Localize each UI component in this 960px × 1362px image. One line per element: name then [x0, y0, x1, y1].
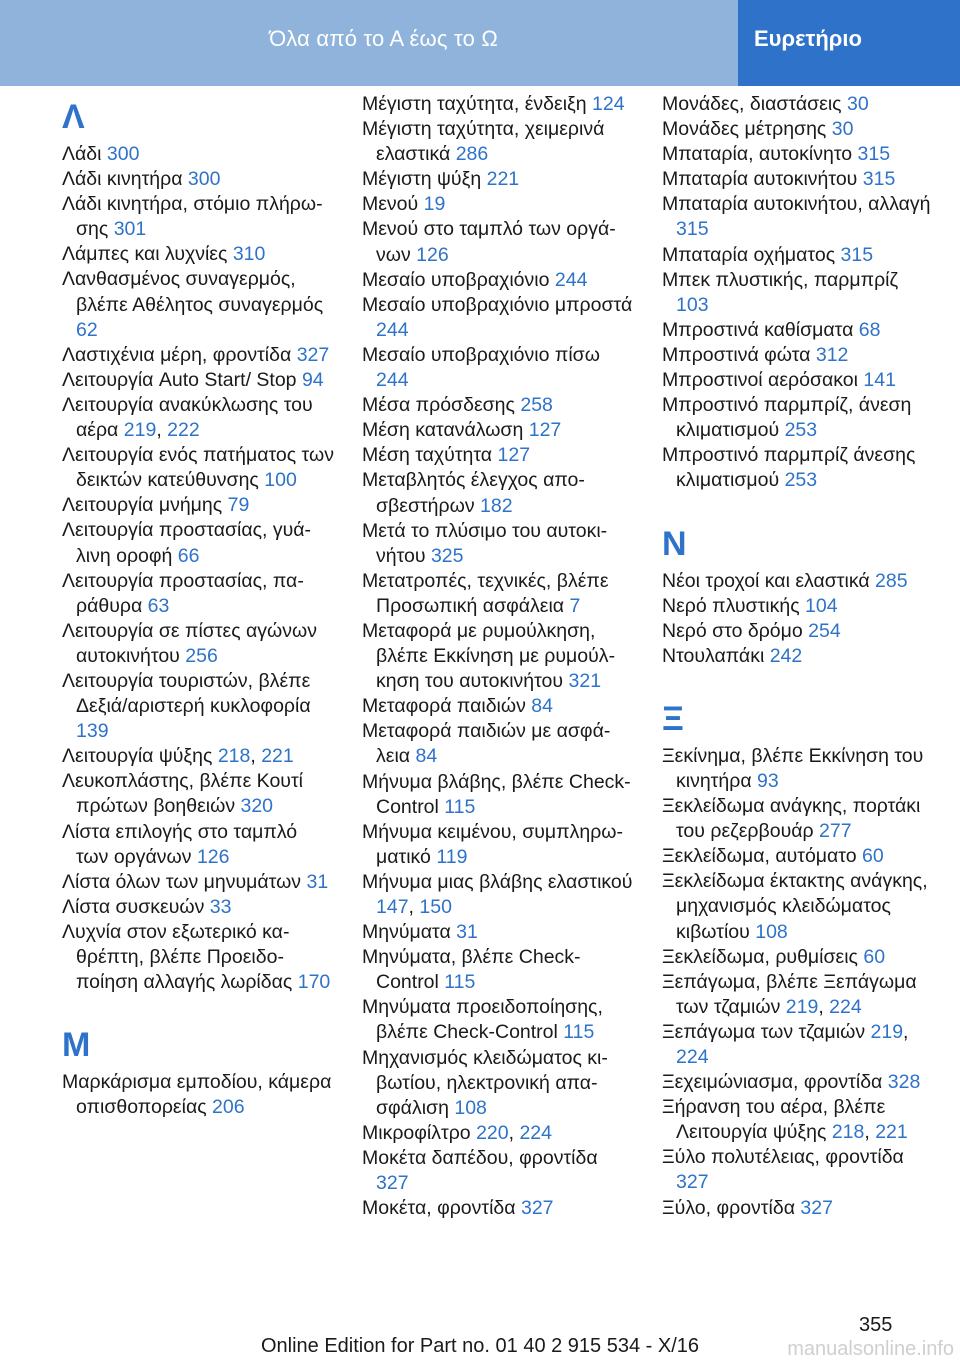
index-entry: [62, 920, 334, 995]
index-entry-term: Μέγιστη ταχύτητα, ένδειξη: [362, 93, 593, 115]
page-link[interactable]: 127: [528, 419, 562, 442]
index-entry-term: Λειτουργία ενός πατήματος των δεικτών κατεύθυνσης: [62, 444, 334, 492]
index-entry-term: Ξύλο, φροντίδα: [662, 1196, 801, 1219]
page-link[interactable]: 63: [147, 594, 170, 617]
index-entry: [662, 343, 934, 368]
page-link[interactable]: 104: [805, 594, 838, 617]
index-entry-term: Νέοι τροχοί και ελαστικά: [662, 569, 876, 592]
page-link[interactable]: 325: [430, 544, 464, 567]
index-tab-label: Ευρετήριο: [754, 26, 862, 51]
page-link[interactable]: 253: [784, 469, 818, 492]
page-link[interactable]: 108: [755, 920, 788, 943]
index-entry-term: Λάμπες και λυχνίες: [62, 243, 233, 266]
index-entry-term: Μέγιστη ταχύτητα, χειμερινά ελαστικά: [362, 118, 605, 166]
index-entry: [362, 192, 634, 217]
index-entry-term: Μπαταρία οχήματος: [662, 243, 841, 266]
index-entry: [662, 393, 934, 443]
page-link[interactable]: 182: [480, 494, 513, 517]
index-entry-term: Μπροστινά φώτα: [662, 343, 816, 366]
index-entry-term: Λάδι κινητήρα: [62, 168, 188, 191]
index-entry-term: Νερό στο δρόμο: [662, 619, 809, 642]
index-entry-term: Λανθασμένος συναγερμός, βλέπε Αθέλητος συναγερμός: [62, 268, 324, 316]
page-link[interactable]: 66: [177, 544, 200, 567]
page-link[interactable]: 253: [784, 419, 818, 442]
page-separator: ,: [864, 1121, 876, 1144]
index-entry-term: Νερό πλυστικής: [662, 594, 806, 617]
page-link[interactable]: 242: [769, 644, 803, 667]
page-link[interactable]: 124: [592, 93, 625, 115]
index-entry-term: Λάδι κινητήρα, στόμιο πλήρωσης: [62, 193, 323, 241]
index-entry-term: Μηνύματα προειδοποίησης, βλέπε Check-Control: [362, 996, 603, 1044]
index-entry-term: Ξεχειμώνιασμα, φροντίδα: [662, 1071, 888, 1094]
page-number: 355: [859, 1314, 893, 1336]
page-link[interactable]: 94: [301, 368, 324, 391]
watermark: manualsonline.info: [787, 1338, 954, 1360]
page-link[interactable]: 286: [455, 143, 489, 166]
page-link[interactable]: 79: [227, 494, 250, 517]
page-link[interactable]: 115: [563, 1021, 595, 1044]
index-entry-term: Μπροστινό παρμπρίζ, άνεση κλιματισμού: [662, 394, 912, 442]
section-gap: [62, 995, 334, 1020]
index-entry: [362, 1146, 634, 1196]
page-link[interactable]: 115: [444, 971, 476, 994]
index-entry: [62, 1070, 334, 1120]
index-entry: [662, 945, 934, 970]
page-link[interactable]: 150: [419, 896, 452, 918]
page-separator: ,: [250, 745, 262, 768]
page-link[interactable]: 108: [454, 1096, 487, 1119]
page-separator: ,: [508, 1121, 520, 1144]
page-link[interactable]: 315: [840, 243, 874, 266]
section-gap: [662, 494, 934, 519]
index-entry-term: Λειτουργία προστασίας, παράθυρα: [62, 569, 304, 617]
index-entry-term: Μεταβλητός έλεγχος αποσβεστήρων: [362, 469, 585, 517]
page-link[interactable]: 285: [875, 569, 908, 592]
index-entry: [662, 443, 934, 493]
index-entry-term: Ξεκίνημα, βλέπε Εκκίνηση του κινητήρα: [662, 744, 924, 792]
index-entry-term: Μέγιστη ψύξη: [362, 168, 487, 191]
page-link[interactable]: 126: [416, 243, 449, 266]
index-entry-term: Λυχνία στον εξωτερικό καθρέπτη, βλέπε Προειδοποίηση αλλαγής λωρίδας: [62, 920, 298, 994]
page-link[interactable]: 224: [676, 1046, 709, 1068]
letter-heading: Μ: [62, 1026, 91, 1065]
page-separator: ,: [408, 896, 420, 918]
index-entry: [62, 619, 334, 669]
page-link[interactable]: 300: [187, 168, 221, 191]
page-link[interactable]: 327: [800, 1196, 833, 1219]
index-entry-term: Μπροστινά καθίσματα: [662, 318, 859, 341]
index-entry-term: Ξεκλείδωμα ανάγκης, πορτάκι του ρεζερβουάρ: [662, 795, 921, 843]
page-link[interactable]: 84: [415, 745, 438, 768]
index-entry-term: Μπαταρία αυτοκινήτου, αλλαγή: [662, 193, 931, 216]
index-entry: [362, 719, 634, 769]
index-entry: [62, 393, 334, 443]
index-entry: [662, 1145, 934, 1195]
index-entry-term: Λίστα συσκευών: [62, 895, 210, 918]
index-entry-term: Ξεπάγωμα των τζαμιών: [662, 1020, 871, 1043]
page-link[interactable]: 244: [376, 369, 409, 392]
page-link[interactable]: 218: [217, 745, 251, 768]
index-entry: [362, 343, 634, 393]
page-link[interactable]: 31: [456, 921, 478, 944]
index-entry: [62, 368, 334, 393]
index-entry: [362, 519, 634, 569]
letter-heading: Ν: [662, 524, 687, 563]
page-link[interactable]: 93: [757, 769, 779, 792]
index-entry: [362, 468, 634, 518]
index-entry: [362, 694, 634, 719]
page-link[interactable]: 115: [444, 795, 476, 818]
page-link[interactable]: 328: [887, 1071, 921, 1094]
page-link[interactable]: 221: [261, 745, 294, 768]
index-entry-term: Μήνυμα βλάβης, βλέπε Check-Control: [362, 770, 631, 818]
index-entry-term: Μεσαίο υποβραχιόνιο: [362, 268, 555, 291]
index-entry: [662, 1095, 934, 1145]
index-entry: [362, 619, 634, 694]
index-entry: [62, 769, 334, 819]
index-entry: [362, 820, 634, 870]
index-entry-term: Μεταφορά παιδιών με ασφάλεια: [362, 720, 611, 768]
index-entry: [662, 594, 934, 619]
index-entry: [62, 669, 334, 744]
page-separator: ,: [156, 419, 168, 442]
index-entry-term: Λειτουργία τουριστών, βλέπε Δεξιά/αριστερή κυκλοφορία: [62, 669, 311, 718]
index-entry: [362, 293, 634, 343]
index-entry: [662, 92, 934, 117]
index-entry: [662, 1070, 934, 1095]
index-entry-term: Ξεκλείδωμα, ρυθμίσεις: [662, 945, 864, 968]
index-entry: [362, 418, 634, 443]
index-entry: [62, 569, 334, 619]
letter-heading: Ξ: [662, 699, 684, 738]
page-link[interactable]: 206: [212, 1096, 245, 1119]
index-entry: [362, 443, 634, 468]
index-entry: [662, 268, 934, 318]
page-link[interactable]: 219: [870, 1020, 904, 1043]
page-link[interactable]: 327: [676, 1171, 709, 1194]
header-bar: [0, 0, 960, 86]
index-entry: [362, 1121, 634, 1146]
page-link[interactable]: 321: [568, 670, 602, 693]
page-link[interactable]: 327: [296, 343, 330, 366]
index-entry: [662, 192, 934, 242]
index-entry: [362, 393, 634, 418]
index-entry: [662, 744, 934, 794]
page-link[interactable]: 220: [476, 1121, 509, 1144]
index-entry: [62, 443, 334, 493]
page-link[interactable]: 139: [76, 720, 109, 743]
index-entry-term: Μπαταρία, αυτοκίνητο: [662, 143, 858, 166]
page-link[interactable]: 222: [167, 419, 200, 442]
index-entry-term: Μονάδες μέτρησης: [662, 118, 832, 141]
index-tab[interactable]: [738, 0, 960, 86]
index-entry: [62, 343, 334, 368]
page-link[interactable]: 141: [863, 369, 896, 392]
footer-edition-text: Online Edition for Part no. 01 40 2 915 534 - X/16: [260, 1335, 700, 1357]
page-link[interactable]: 127: [497, 444, 531, 467]
index-entry-term: Μπροστινό παρμπρίζ άνεσης κλιματισμού: [662, 444, 916, 492]
index-entry-term: Λειτουργία ψύξης: [62, 745, 218, 768]
index-entry-term: Μεταφορά με ρυμούλκηση, βλέπε Εκκίνηση με ρυμούλκηση του αυτοκινήτου: [362, 619, 616, 693]
index-entry: [62, 142, 334, 167]
index-entry: [662, 1196, 934, 1221]
index-entry: [62, 895, 334, 920]
index-entry: [62, 518, 334, 568]
index-entry-term: Μπροστινοί αερόσακοι: [662, 369, 864, 392]
page-link[interactable]: 315: [862, 168, 896, 191]
index-entry: [662, 368, 934, 393]
index-entry: [362, 920, 634, 945]
page-link[interactable]: 30: [831, 118, 854, 141]
page-link[interactable]: 100: [264, 469, 297, 492]
page-link[interactable]: 218: [831, 1121, 865, 1144]
page-link[interactable]: 219: [785, 995, 819, 1018]
index-entry-term: Λειτουργία προστασίας, γυάλινη οροφή: [62, 519, 312, 567]
page-link[interactable]: 315: [857, 143, 891, 166]
index-entry-term: Μέση ταχύτητα: [362, 444, 498, 467]
page-link[interactable]: 7: [569, 594, 581, 617]
page-link[interactable]: 254: [808, 619, 841, 642]
index-column-3: [662, 92, 934, 1221]
index-entry: [362, 995, 634, 1045]
index-entry-term: Λειτουργία σε πίστες αγώνων αυτοκινήτου: [62, 619, 318, 667]
index-entry: [62, 820, 334, 870]
page-link[interactable]: 126: [196, 845, 230, 868]
index-entry: [362, 217, 634, 267]
index-entry-term: Ξύλο πολυτέλειας, φροντίδα: [662, 1146, 904, 1169]
section-gap: [662, 669, 934, 694]
page-link[interactable]: 244: [554, 268, 588, 291]
index-entry: [662, 869, 934, 944]
index-entry: [662, 117, 934, 142]
index-entry: [362, 1196, 634, 1221]
index-entry: [362, 1046, 634, 1121]
page-link[interactable]: 221: [875, 1121, 908, 1144]
index-entry-term: Λαστιχένια μέρη, φροντίδα: [62, 343, 297, 366]
page-link[interactable]: 62: [76, 318, 98, 341]
index-entry: [362, 167, 634, 192]
page-link[interactable]: 224: [519, 1121, 552, 1144]
index-entry: [662, 970, 934, 1020]
section-title: Όλα από το Α έως το Ω: [269, 26, 498, 51]
page-link[interactable]: 224: [829, 995, 862, 1018]
index-entry: [362, 92, 634, 117]
index-entry-term: Ξεπάγωμα, βλέπε Ξεπάγωμα των τζαμιών: [662, 970, 917, 1018]
page-link[interactable]: 219: [123, 419, 157, 442]
letter-heading: Λ: [62, 98, 85, 136]
page-link[interactable]: 310: [232, 243, 266, 266]
index-entry: [62, 493, 334, 518]
index-entry-term: Λίστα επιλογής στο ταμπλό των οργάνων: [62, 820, 298, 868]
index-entry-term: Μεταφορά παιδιών: [362, 695, 532, 718]
page-link[interactable]: 60: [863, 945, 886, 968]
page-link[interactable]: 30: [846, 93, 869, 115]
index-entry: [62, 192, 334, 242]
index-entry-term: Λειτουργία ανακύκλωσης του αέρα: [62, 393, 313, 442]
index-entry-term: Λειτουργία Auto Start/ Stop: [62, 368, 302, 391]
index-entry-term: Ξήρανση του αέρα, βλέπε Λειτουργία ψύξης: [662, 1096, 886, 1144]
index-entry-term: Μοκέτα, φροντίδα: [362, 1197, 521, 1220]
index-column-2: [362, 92, 634, 1221]
index-entry-term: Ξεκλείδωμα έκτακτης ανάγκης, μηχανισμός κλειδώματος κιβωτίου: [662, 870, 928, 943]
index-entry-term: Μπαταρία αυτοκινήτου: [662, 168, 863, 191]
index-entry-term: Μετατροπές, τεχνικές, βλέπε Προσωπική ασφάλεια: [362, 569, 609, 617]
index-entry: [662, 844, 934, 869]
page-link[interactable]: 33: [209, 895, 232, 918]
page-link[interactable]: 300: [106, 143, 140, 165]
page-link[interactable]: 31: [306, 870, 329, 893]
index-entry: [362, 945, 634, 995]
index-entry-term: Μεσαίο υποβραχιόνιο πίσω: [362, 343, 600, 366]
index-entry: [662, 619, 934, 644]
index-entry: [662, 318, 934, 343]
index-entry-term: Μεσαίο υποβραχιόνιο μπροστά: [362, 293, 633, 316]
index-entry-term: Μηνύματα, βλέπε Check-Control: [362, 946, 581, 994]
index-entry: [62, 242, 334, 267]
index-entry: [362, 117, 634, 167]
index-entry-term: Μοκέτα δαπέδου, φροντίδα: [362, 1146, 598, 1169]
index-entry: [662, 644, 934, 669]
index-entry: [662, 1020, 934, 1070]
index-entry: [362, 770, 634, 820]
index-entry: [662, 243, 934, 268]
index-entry-term: Μηνύματα: [362, 921, 457, 944]
section-banner: [0, 0, 738, 86]
index-entry: [662, 569, 934, 594]
index-entry-term: Ξεκλείδωμα, αυτόματο: [662, 845, 862, 868]
page-link[interactable]: 19: [423, 193, 446, 216]
page-link[interactable]: 84: [531, 695, 553, 718]
page-link[interactable]: 327: [520, 1197, 554, 1220]
index-entry: [62, 267, 334, 342]
page-link[interactable]: 221: [486, 168, 520, 191]
index-entry: [362, 268, 634, 293]
index-entry-term: Μήνυμα μιας βλάβης ελαστικού: [362, 870, 633, 893]
page-link[interactable]: 60: [862, 845, 884, 868]
page-link[interactable]: 103: [676, 293, 709, 316]
index-entry: [662, 142, 934, 167]
index-entry: [662, 167, 934, 192]
page-link[interactable]: 170: [297, 971, 331, 994]
page-link[interactable]: 277: [819, 820, 852, 843]
index-entry-term: Μήνυμα κειμένου, συμπληρωματικό: [362, 820, 624, 868]
index-entry: [62, 167, 334, 192]
page-link[interactable]: 244: [376, 318, 409, 341]
index-entry-term: Μενού στο ταμπλό των οργάνων: [362, 218, 616, 266]
page-separator: ,: [818, 995, 830, 1018]
page-link[interactable]: 312: [815, 343, 849, 366]
page-separator: ,: [903, 1020, 909, 1043]
page-link[interactable]: 320: [240, 795, 274, 818]
index-entry-term: Λίστα όλων των μηνυμάτων: [62, 870, 307, 893]
index-entry-term: Μονάδες, διαστάσεις: [662, 93, 847, 115]
page-link[interactable]: 315: [676, 218, 709, 241]
page-link[interactable]: 258: [520, 394, 553, 417]
index-entry-term: Μετά το πλύσιμο του αυτοκινήτου: [362, 519, 608, 567]
index-entry: [362, 569, 634, 619]
index-column-1: [62, 92, 334, 1120]
index-entry-term: Μενού: [362, 193, 424, 216]
index-entry-term: Μέσα πρόσδεσης: [362, 394, 521, 417]
index-entry-term: Μηχανισμός κλειδώματος κιβωτίου, ηλεκτρονική απασφάλιση: [362, 1046, 608, 1119]
page-link[interactable]: 68: [858, 318, 881, 341]
index-entry-term: Μέση κατανάλωση: [362, 419, 529, 442]
page-link[interactable]: 256: [185, 644, 218, 667]
index-entry-term: Μπεκ πλυστικής, παρμπρίζ: [662, 268, 899, 291]
page-link[interactable]: 301: [113, 218, 147, 241]
index-entry-term: Λευκοπλάστης, βλέπε Κουτί πρώτων βοηθειών: [62, 770, 303, 818]
index-entry-term: Μικροφίλτρο: [362, 1121, 477, 1144]
index-entry: [62, 744, 334, 769]
index-entry: [62, 870, 334, 895]
page-link[interactable]: 327: [376, 1172, 409, 1195]
index-entry-term: Μαρκάρισμα εμποδίου, κάμερα οπισθοπορείας: [62, 1071, 332, 1119]
page-link[interactable]: 119: [436, 845, 468, 868]
index-entry-term: Λάδι: [62, 143, 107, 165]
page-link[interactable]: 147: [376, 896, 409, 918]
index-entry: [362, 870, 634, 920]
index-entry: [662, 794, 934, 844]
index-entry-term: Λειτουργία μνήμης: [62, 494, 228, 517]
index-entry-term: Ντουλαπάκι: [662, 644, 770, 667]
